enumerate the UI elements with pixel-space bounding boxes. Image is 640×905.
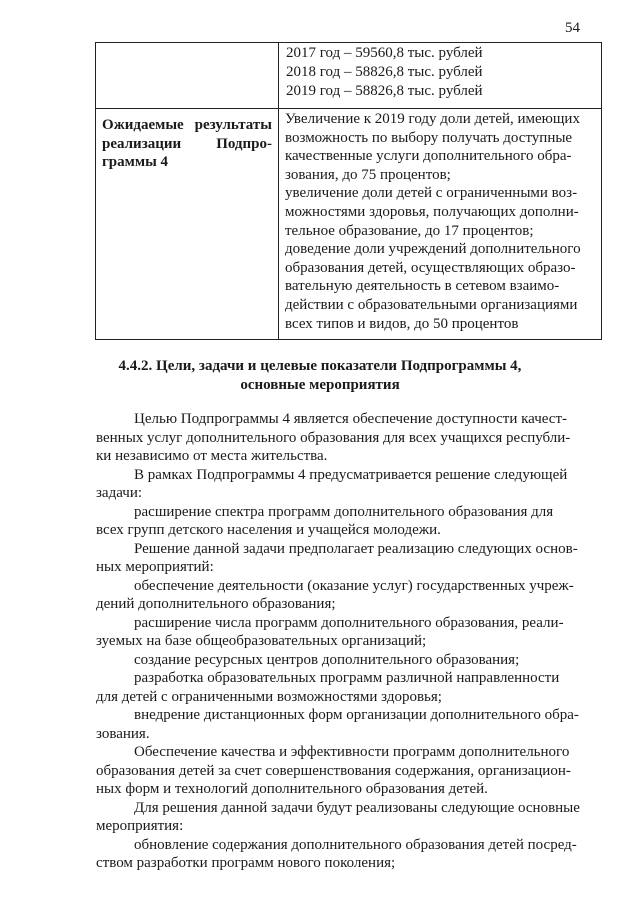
body-line: расширение спектра программ дополнительного образования для <box>134 503 554 520</box>
body-line: ных мероприятий: <box>96 559 214 575</box>
results-line: можностями здоровья, получающих дополни- <box>285 203 579 220</box>
label-word: Подпро- <box>216 135 272 152</box>
results-line: образования детей, осуществляющих образо- <box>285 259 576 276</box>
body-text <box>96 410 601 873</box>
results-line: доведение доли учреждений дополнительного <box>285 241 581 258</box>
section-heading-line: 4.4.2. Цели, задачи и целевые показатели Подпрограммы 4, <box>118 358 522 374</box>
results-label-line <box>102 116 272 135</box>
body-line: мероприятия: <box>96 818 184 834</box>
table-row-results <box>96 109 602 340</box>
results-label-cell <box>96 109 279 340</box>
funding-line: 2019 год – 58826,8 тыс. рублей <box>286 83 483 99</box>
results-cell <box>279 109 602 340</box>
body-line: разработка образовательных программ различной направленности <box>134 670 560 686</box>
results-line: Увеличение к 2019 году доли детей, имеющих <box>285 111 580 127</box>
funding-line: 2018 год – 58826,8 тыс. рублей <box>286 64 483 80</box>
funding-cell <box>279 43 602 109</box>
body-line: зуемых на базе общеобразовательных организаций; <box>96 633 427 649</box>
body-line: расширение числа программ дополнительного образования, реали- <box>134 614 564 631</box>
results-line: вательную деятельность в сетевом взаимо- <box>285 278 560 295</box>
label-word: реализации <box>102 135 182 152</box>
results-label-line: граммы 4 <box>102 154 169 171</box>
results-line: действии с образовательными организациями <box>285 296 578 313</box>
table-cell-empty <box>96 43 279 109</box>
body-line: обеспечение деятельности (оказание услуг) государственных учреж- <box>134 577 574 594</box>
body-line: ки независимо от места жительства. <box>96 448 328 464</box>
results-label-line <box>102 135 272 154</box>
body-line: Решение данной задачи предполагает реализацию следующих основ- <box>134 540 578 557</box>
results-line: зования, до 75 процентов; <box>285 166 451 183</box>
body-line: В рамках Подпрограммы 4 предусматривается решение следующей <box>134 466 568 483</box>
body-line: Обеспечение качества и эффективности программ дополнительного <box>134 744 570 760</box>
body-line: создание ресурсных центров дополнительного образования; <box>134 651 520 668</box>
body-line: обновление содержания дополнительного образования детей посред- <box>134 836 577 853</box>
body-line: всех групп детского населения и учащейся молодежи. <box>96 522 441 538</box>
body-line: Целью Подпрограммы 4 является обеспечение доступности качест- <box>134 411 568 427</box>
body-line: ных форм и технологий дополнительного образования детей. <box>96 781 488 797</box>
body-line: образования детей за счет совершенствования содержания, организацион- <box>96 762 571 779</box>
results-line: возможность по выбору получать доступные <box>285 129 573 146</box>
label-word: Ожидаемые <box>102 117 184 133</box>
body-line: задачи: <box>96 485 143 501</box>
program-table <box>95 42 602 340</box>
body-line: ством разработки программ нового поколения; <box>96 855 396 871</box>
funding-line: 2017 год – 59560,8 тыс. рублей <box>286 45 483 61</box>
body-line: дений дополнительного образования; <box>96 596 336 612</box>
results-line: всех типов и видов, до 50 процентов <box>285 315 519 332</box>
body-line: для детей с ограниченными возможностями здоровья; <box>96 688 442 705</box>
results-line: тельное образование, до 17 процентов; <box>285 222 534 239</box>
results-label <box>96 109 278 172</box>
table-row-funding <box>96 43 602 109</box>
results-line: увеличение доли детей с ограниченными воз- <box>285 185 578 202</box>
page-number: 54 <box>565 20 580 36</box>
section-heading <box>100 357 540 395</box>
body-line: внедрение дистанционных форм организации дополнительного обра- <box>134 707 579 723</box>
body-line: зования. <box>96 725 150 742</box>
section-heading-line: основные мероприятия <box>240 377 400 393</box>
results-line: качественные услуги дополнительного обра- <box>285 148 572 165</box>
body-line: Для решения данной задачи будут реализованы следующие основные <box>134 799 580 816</box>
body-line: венных услуг дополнительного образования для всех учащихся республи- <box>96 429 571 446</box>
label-word: результаты <box>194 117 272 133</box>
